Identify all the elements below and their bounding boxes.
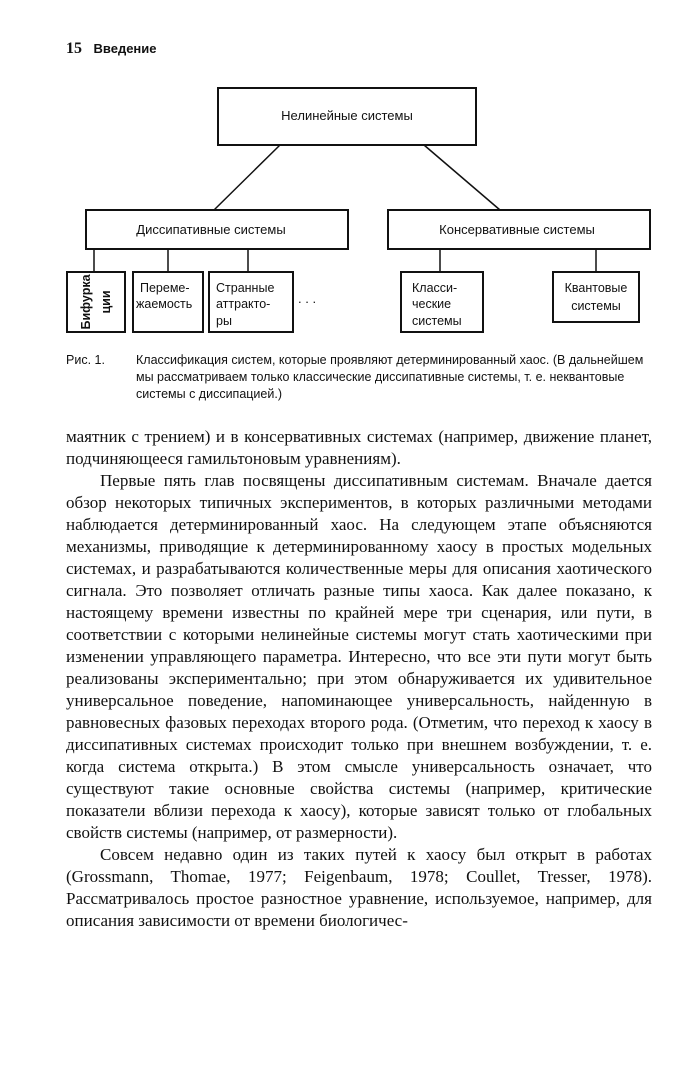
leaf-attractors-line-2: аттракто- [216, 297, 271, 311]
classification-diagram [0, 0, 700, 345]
paragraph-continuation: маятник с трением) и в консервативных системах (например, движение планет, подчиняющееся гамильтоновым уравнениям). [66, 427, 652, 468]
leaf-quantum-line-2: системы [571, 299, 621, 313]
conservative-label: Консервативные системы [439, 222, 595, 237]
paragraph-routes-to-chaos: Совсем недавно один из таких путей к хаосу был открыт в работах (Grossmann, Thomae, 1977; Feigenbaum, 1978; Coullet, Tresser, 1978). Рассматривалось простое разностное уравнение, используемое, например, для описания зависимости от времени биологичес- [66, 845, 652, 930]
root-label: Нелинейные системы [281, 108, 413, 123]
caption-label: Рис. 1. [66, 353, 105, 367]
leaf-bifurcations-box [67, 272, 125, 332]
running-title: Введение [93, 41, 157, 56]
leaf-quantum-box [553, 272, 639, 322]
page-number: 15 [66, 40, 82, 57]
leaf-classical-line-2: ческие [412, 297, 452, 311]
leaf-intermittency-line-1: Переме- [140, 281, 190, 295]
leaf-attractors-line-3: ры [216, 314, 232, 328]
leaf-intermittency-line-2: жаемость [136, 297, 193, 311]
leaf-quantum-line-1: Квантовые [564, 281, 628, 295]
caption-text: Классификация систем, которые проявляют детерминированный хаос. (В дальнейшем мы рассматриваем только классические диссипативные системы, т. е. неквантовые системы с диссипацией.) [136, 353, 644, 401]
leaf-bifurcations-line-2: ции [99, 290, 113, 314]
body-text [66, 426, 652, 932]
connector-root-dissipative [214, 145, 280, 210]
figure-caption [66, 352, 656, 403]
leaf-classical-line-1: Класси- [412, 281, 458, 295]
dissipative-label: Диссипативные системы [136, 222, 286, 237]
leaf-attractors-line-1: Странные [216, 281, 275, 295]
paragraph-dissipative-chapters: Первые пять глав посвящены диссипативным системам. Вначале дается обзор некоторых типичных экспериментов, в которых различными методами наблюдается детерминированный хаос. На следующем этапе объясняются механизмы, приводящие к детерминированному хаосу в простых модельных системах, и разрабатываются количественные меры для описания хаотического сигнала. Это позволяет отличать разные типы хаоса. Как далее показано, к настоящему времени известны по крайней мере три сценария, или пути, в соответствии с которыми нелинейные системы могут стать хаотическими при изменении управляющего параметра. Интересно, что все эти пути могут быть реализованы экспериментально; при этом обнаруживается их удивительное универсальное поведение, напоминающее универсальность, найденную в равновесных фазовых переходах второго рода. (Отметим, что переход к хаосу в диссипативных системах происходит только при внешнем возбуждении, т. е. когда система открыта.) В этом смысле универсальность означает, что существуют такие основные свойства системы (например, критические показатели вблизи перехода к хаосу), которые зависят только от глобальных свойств системы (например, от размерности). [66, 471, 652, 842]
leaf-classical-line-3: системы [412, 314, 462, 328]
leaf-ellipsis: . . . [298, 291, 317, 306]
connector-root-conservative [424, 145, 500, 210]
leaf-bifurcations-line-1: Бифурка [79, 274, 93, 330]
